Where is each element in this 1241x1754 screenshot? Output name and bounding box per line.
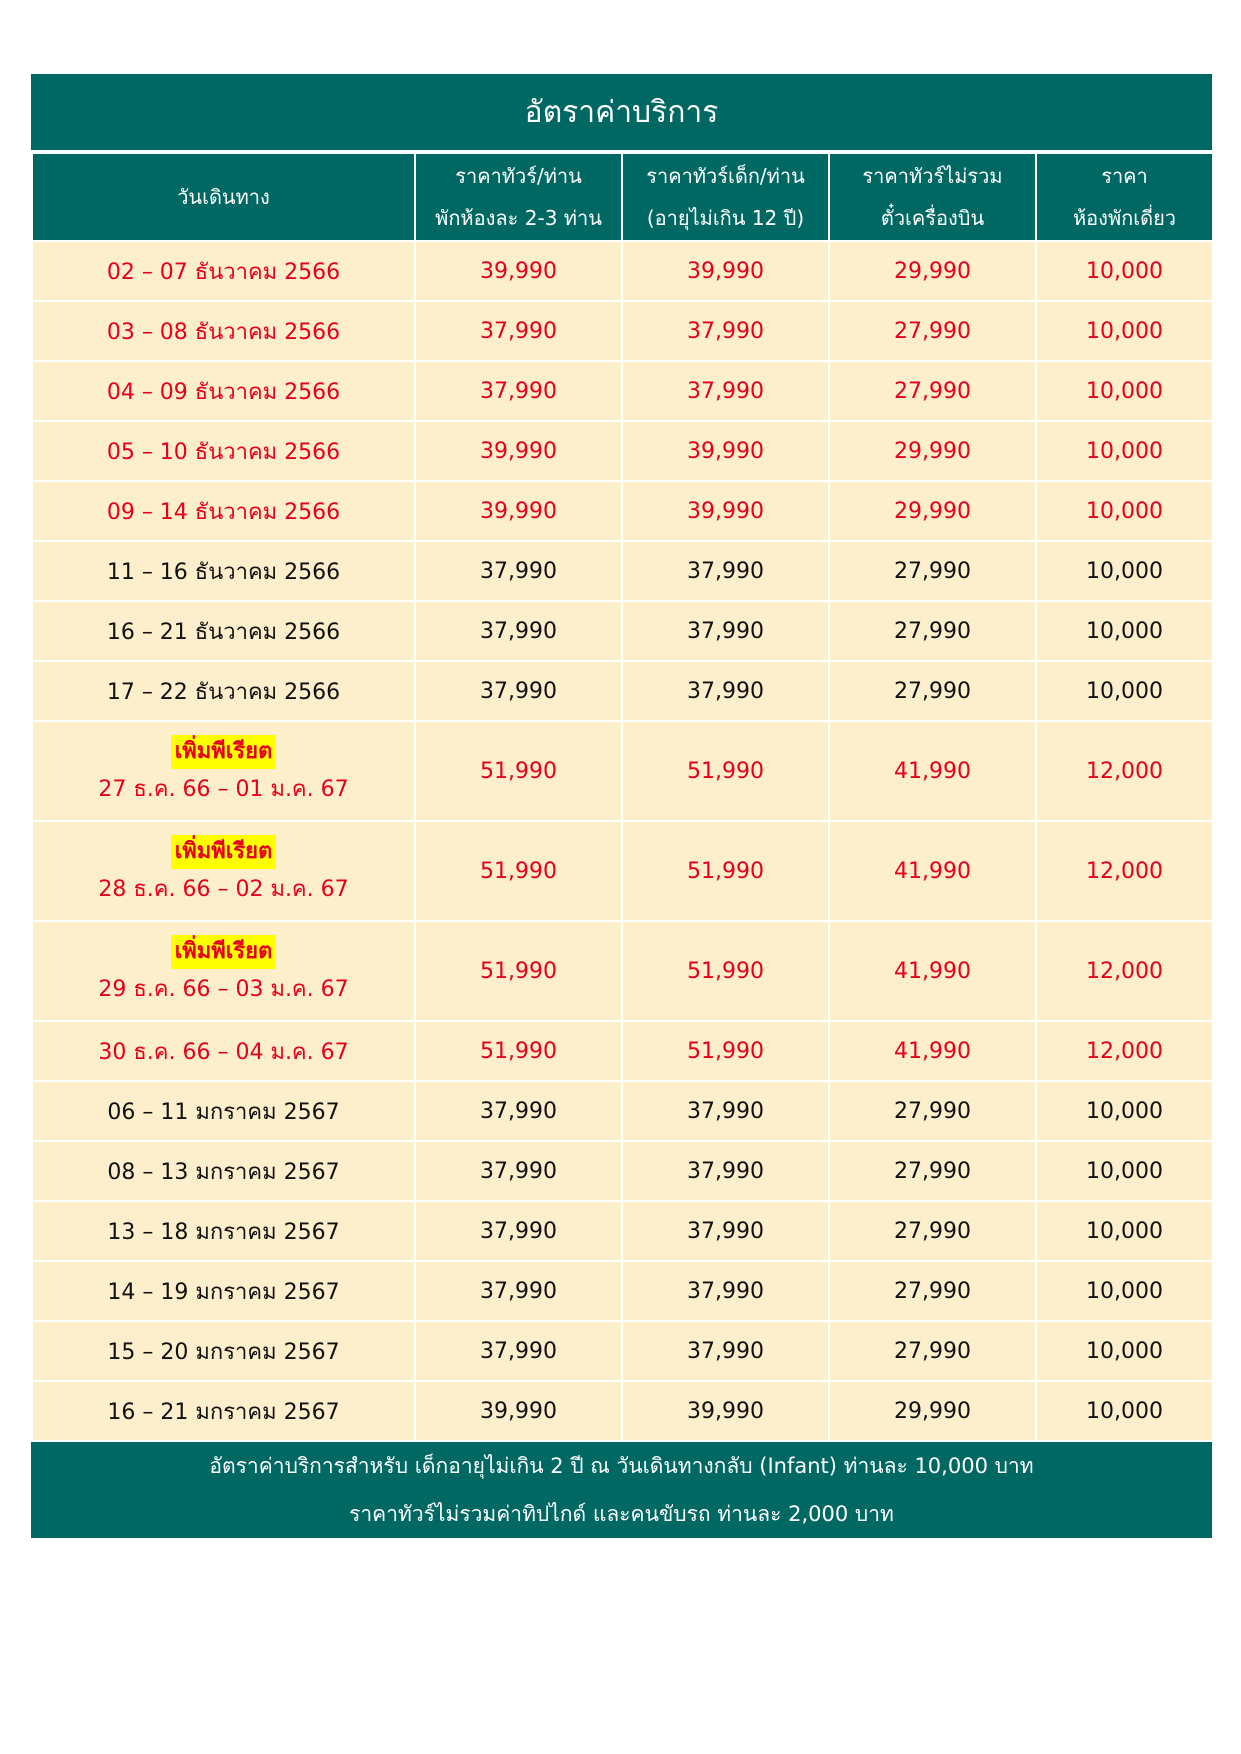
single-room-price-cell: 10,000 — [1036, 241, 1213, 301]
single-room-price-cell: 10,000 — [1036, 1261, 1213, 1321]
child-price-cell: 37,990 — [622, 1081, 829, 1141]
adult-price-cell: 37,990 — [415, 1321, 622, 1381]
no-ticket-price-cell: 41,990 — [829, 721, 1036, 821]
table-row — [32, 601, 1213, 661]
header-row — [32, 153, 1213, 241]
child-price-cell: 37,990 — [622, 1321, 829, 1381]
header-adult-price — [415, 153, 622, 241]
table-row — [32, 1201, 1213, 1261]
no-ticket-price-cell: 29,990 — [829, 1381, 1036, 1441]
single-room-price-cell: 10,000 — [1036, 1321, 1213, 1381]
header-sublabel: พักห้องละ 2-3 ท่าน — [435, 206, 602, 230]
travel-date-text: 27 ธ.ค. 66 – 01 ม.ค. 67 — [98, 777, 349, 802]
adult-price-cell: 51,990 — [415, 1021, 622, 1081]
travel-date-cell: 17 – 22 ธันวาคม 2566 — [32, 661, 415, 721]
travel-date-cell: 11 – 16 ธันวาคม 2566 — [32, 541, 415, 601]
header-sublabel: (อายุไม่เกิน 12 ปี) — [646, 206, 805, 230]
child-price-cell: 51,990 — [622, 821, 829, 921]
table-row — [32, 1141, 1213, 1201]
table-row — [32, 481, 1213, 541]
single-room-price-cell: 10,000 — [1036, 661, 1213, 721]
table-row — [32, 1321, 1213, 1381]
travel-date-cell: 05 – 10 ธันวาคม 2566 — [32, 421, 415, 481]
child-price-cell: 51,990 — [622, 721, 829, 821]
adult-price-cell: 39,990 — [415, 241, 622, 301]
child-price-cell: 37,990 — [622, 1201, 829, 1261]
single-room-price-cell: 10,000 — [1036, 1201, 1213, 1261]
table-row — [32, 1081, 1213, 1141]
travel-date-cell: 04 – 09 ธันวาคม 2566 — [32, 361, 415, 421]
adult-price-cell: 51,990 — [415, 721, 622, 821]
table-row — [32, 1381, 1213, 1441]
header-label: วันเดินทาง — [177, 185, 270, 209]
footer-infant-note: อัตราค่าบริการสำหรับ เด็กอายุไม่เกิน 2 ปี ณ วันเดินทางกลับ (Infant) ท่านละ 10,000 บาท — [209, 1454, 1034, 1478]
single-room-price-cell: 10,000 — [1036, 601, 1213, 661]
adult-price-cell: 37,990 — [415, 601, 622, 661]
single-room-price-cell: 10,000 — [1036, 1381, 1213, 1441]
child-price-cell: 37,990 — [622, 1141, 829, 1201]
no-ticket-price-cell: 29,990 — [829, 481, 1036, 541]
travel-date-cell: 02 – 07 ธันวาคม 2566 — [32, 241, 415, 301]
header-sublabel: ตั๋วเครื่องบิน — [880, 206, 985, 230]
adult-price-cell: 37,990 — [415, 1201, 622, 1261]
header-no-ticket-price — [829, 153, 1036, 241]
single-room-price-cell: 12,000 — [1036, 721, 1213, 821]
table-row — [32, 421, 1213, 481]
extra-period-badge: เพิ่มพีเรียต — [171, 735, 277, 769]
extra-period-badge: เพิ่มพีเรียต — [171, 835, 277, 869]
adult-price-cell: 37,990 — [415, 541, 622, 601]
no-ticket-price-cell: 29,990 — [829, 241, 1036, 301]
header-single-room-price — [1036, 153, 1213, 241]
table-row — [32, 361, 1213, 421]
child-price-cell: 37,990 — [622, 601, 829, 661]
table-row — [32, 921, 1213, 1021]
travel-date-cell: 14 – 19 มกราคม 2567 — [32, 1261, 415, 1321]
child-price-cell: 37,990 — [622, 661, 829, 721]
adult-price-cell: 51,990 — [415, 821, 622, 921]
travel-date-cell: 16 – 21 มกราคม 2567 — [32, 1381, 415, 1441]
adult-price-cell: 39,990 — [415, 1381, 622, 1441]
adult-price-cell: 39,990 — [415, 421, 622, 481]
no-ticket-price-cell: 41,990 — [829, 921, 1036, 1021]
header-travel-date — [32, 153, 415, 241]
single-room-price-cell: 10,000 — [1036, 1081, 1213, 1141]
no-ticket-price-cell: 27,990 — [829, 1261, 1036, 1321]
header-label: ราคาทัวร์เด็ก/ท่าน — [646, 164, 805, 188]
no-ticket-price-cell: 27,990 — [829, 1321, 1036, 1381]
adult-price-cell: 37,990 — [415, 301, 622, 361]
adult-price-cell: 37,990 — [415, 1081, 622, 1141]
table-row — [32, 541, 1213, 601]
single-room-price-cell: 12,000 — [1036, 1021, 1213, 1081]
header-label: ราคาทัวร์ไม่รวม — [862, 164, 1003, 188]
travel-date-cell: 16 – 21 ธันวาคม 2566 — [32, 601, 415, 661]
rate-title: อัตราค่าบริการ — [31, 74, 1212, 152]
header-child-price — [622, 153, 829, 241]
table-row — [32, 661, 1213, 721]
table-row — [32, 1261, 1213, 1321]
child-price-cell: 51,990 — [622, 1021, 829, 1081]
travel-date-cell: 15 – 20 มกราคม 2567 — [32, 1321, 415, 1381]
single-room-price-cell: 12,000 — [1036, 821, 1213, 921]
no-ticket-price-cell: 41,990 — [829, 1021, 1036, 1081]
travel-date-cell — [32, 721, 415, 821]
child-price-cell: 39,990 — [622, 1381, 829, 1441]
travel-date-cell: 06 – 11 มกราคม 2567 — [32, 1081, 415, 1141]
single-room-price-cell: 10,000 — [1036, 481, 1213, 541]
travel-date-cell — [32, 821, 415, 921]
rate-footer — [31, 1442, 1212, 1538]
header-label: ราคาทัวร์/ท่าน — [455, 164, 582, 188]
single-room-price-cell: 10,000 — [1036, 1141, 1213, 1201]
adult-price-cell: 37,990 — [415, 661, 622, 721]
no-ticket-price-cell: 27,990 — [829, 1201, 1036, 1261]
table-row — [32, 721, 1213, 821]
table-row — [32, 1021, 1213, 1081]
adult-price-cell: 51,990 — [415, 921, 622, 1021]
travel-date-cell — [32, 921, 415, 1021]
child-price-cell: 37,990 — [622, 301, 829, 361]
adult-price-cell: 37,990 — [415, 1141, 622, 1201]
footer-tip-note: ราคาทัวร์ไม่รวมค่าทิปไกด์ และคนขับรถ ท่านละ 2,000 บาท — [349, 1502, 894, 1526]
no-ticket-price-cell: 27,990 — [829, 661, 1036, 721]
child-price-cell: 37,990 — [622, 1261, 829, 1321]
child-price-cell: 37,990 — [622, 361, 829, 421]
child-price-cell: 51,990 — [622, 921, 829, 1021]
rate-document — [31, 74, 1212, 1538]
adult-price-cell: 37,990 — [415, 361, 622, 421]
travel-date-cell: 03 – 08 ธันวาคม 2566 — [32, 301, 415, 361]
no-ticket-price-cell: 27,990 — [829, 361, 1036, 421]
travel-date-text: 29 ธ.ค. 66 – 03 ม.ค. 67 — [98, 977, 349, 1002]
adult-price-cell: 37,990 — [415, 1261, 622, 1321]
child-price-cell: 37,990 — [622, 541, 829, 601]
header-label: ราคา — [1101, 164, 1148, 188]
no-ticket-price-cell: 29,990 — [829, 421, 1036, 481]
no-ticket-price-cell: 27,990 — [829, 1141, 1036, 1201]
child-price-cell: 39,990 — [622, 481, 829, 541]
rate-table — [31, 152, 1214, 1442]
child-price-cell: 39,990 — [622, 421, 829, 481]
single-room-price-cell: 12,000 — [1036, 921, 1213, 1021]
table-row — [32, 241, 1213, 301]
travel-date-cell: 13 – 18 มกราคม 2567 — [32, 1201, 415, 1261]
no-ticket-price-cell: 27,990 — [829, 601, 1036, 661]
table-row — [32, 821, 1213, 921]
travel-date-cell: 08 – 13 มกราคม 2567 — [32, 1141, 415, 1201]
child-price-cell: 39,990 — [622, 241, 829, 301]
travel-date-cell: 30 ธ.ค. 66 – 04 ม.ค. 67 — [32, 1021, 415, 1081]
single-room-price-cell: 10,000 — [1036, 421, 1213, 481]
header-sublabel: ห้องพักเดี่ยว — [1072, 206, 1177, 230]
travel-date-cell: 09 – 14 ธันวาคม 2566 — [32, 481, 415, 541]
single-room-price-cell: 10,000 — [1036, 541, 1213, 601]
travel-date-text: 28 ธ.ค. 66 – 02 ม.ค. 67 — [98, 877, 349, 902]
no-ticket-price-cell: 27,990 — [829, 1081, 1036, 1141]
no-ticket-price-cell: 27,990 — [829, 301, 1036, 361]
single-room-price-cell: 10,000 — [1036, 361, 1213, 421]
single-room-price-cell: 10,000 — [1036, 301, 1213, 361]
rate-table-body — [32, 241, 1213, 1441]
extra-period-badge: เพิ่มพีเรียต — [171, 935, 277, 969]
table-row — [32, 301, 1213, 361]
no-ticket-price-cell: 41,990 — [829, 821, 1036, 921]
no-ticket-price-cell: 27,990 — [829, 541, 1036, 601]
adult-price-cell: 39,990 — [415, 481, 622, 541]
